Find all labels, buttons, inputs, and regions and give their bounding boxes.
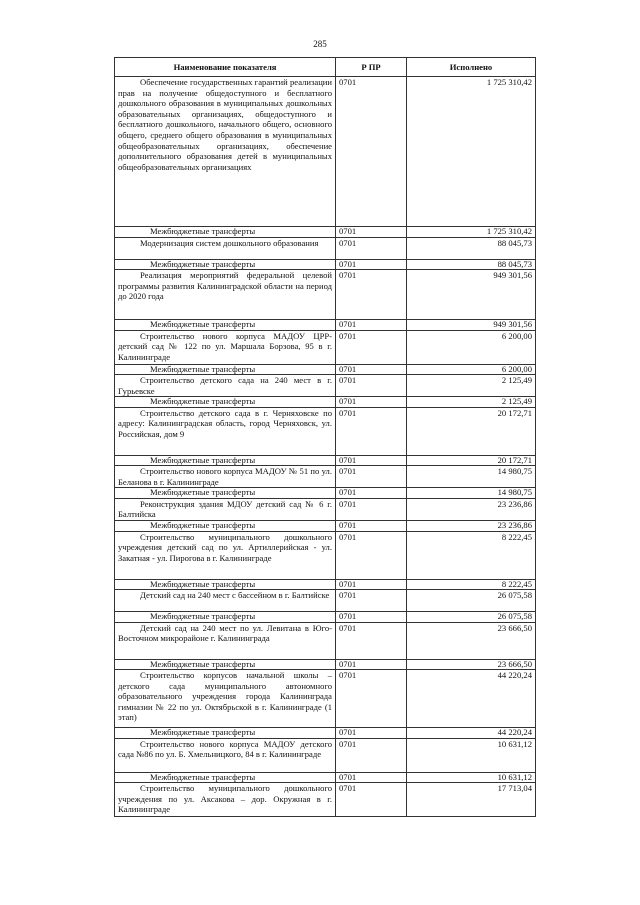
row-name: Межбюджетные трансферты bbox=[115, 659, 336, 670]
row-code: 0701 bbox=[336, 455, 407, 466]
row-code: 0701 bbox=[336, 590, 407, 612]
row-name: Межбюджетные трансферты bbox=[115, 364, 336, 375]
row-value: 23 666,50 bbox=[407, 659, 536, 670]
row-value: 88 045,73 bbox=[407, 237, 536, 259]
indicator-row bbox=[115, 237, 536, 259]
indicator-row bbox=[115, 670, 536, 728]
row-code: 0701 bbox=[336, 488, 407, 499]
row-name: Межбюджетные трансферты bbox=[115, 728, 336, 739]
row-code: 0701 bbox=[336, 466, 407, 488]
row-value: 14 980,75 bbox=[407, 488, 536, 499]
row-code: 0701 bbox=[336, 270, 407, 320]
row-value: 8 222,45 bbox=[407, 531, 536, 579]
row-code: 0701 bbox=[336, 783, 407, 817]
row-value: 23 666,50 bbox=[407, 622, 536, 659]
row-value: 17 713,04 bbox=[407, 783, 536, 817]
row-value: 6 200,00 bbox=[407, 330, 536, 364]
column-header-name: Наименование показателя bbox=[115, 58, 336, 77]
row-value: 949 301,56 bbox=[407, 270, 536, 320]
indicator-row bbox=[115, 738, 536, 772]
row-name: Межбюджетные трансферты bbox=[115, 320, 336, 331]
table-header-row bbox=[115, 58, 536, 77]
indicator-row bbox=[115, 590, 536, 612]
budget-execution-table bbox=[114, 57, 536, 817]
row-name: Межбюджетные трансферты bbox=[115, 579, 336, 590]
transfer-row bbox=[115, 364, 536, 375]
row-name: Строительство муниципального дошкольного учреждения детский сад по ул. Артиллерийская - ул. Закатная - ул. Пирогова в г. Калининграде bbox=[115, 531, 336, 579]
indicator-row bbox=[115, 531, 536, 579]
row-code: 0701 bbox=[336, 397, 407, 408]
indicator-row bbox=[115, 77, 536, 227]
transfer-row bbox=[115, 612, 536, 623]
row-name: Межбюджетные трансферты bbox=[115, 455, 336, 466]
row-name: Межбюджетные трансферты bbox=[115, 488, 336, 499]
row-value: 23 236,86 bbox=[407, 498, 536, 520]
row-name: Межбюджетные трансферты bbox=[115, 772, 336, 783]
transfer-row bbox=[115, 579, 536, 590]
row-value: 88 045,73 bbox=[407, 259, 536, 270]
row-name: Детский сад на 240 мест по ул. Левитана в Юго-Восточном микрорайоне г. Калининграда bbox=[115, 622, 336, 659]
row-value: 1 725 310,42 bbox=[407, 227, 536, 238]
transfer-row bbox=[115, 488, 536, 499]
row-code: 0701 bbox=[336, 579, 407, 590]
indicator-row bbox=[115, 270, 536, 320]
row-code: 0701 bbox=[336, 659, 407, 670]
page-number: 285 bbox=[313, 39, 327, 49]
row-name: Строительство детского сада на 240 мест в г. Гурьевске bbox=[115, 375, 336, 397]
transfer-row bbox=[115, 259, 536, 270]
row-value: 2 125,49 bbox=[407, 397, 536, 408]
row-code: 0701 bbox=[336, 521, 407, 532]
row-name: Строительство корпусов начальной школы – детского сада муниципального автономного образовательного учреждения города Калининграда гимназии № 22 по ул. Октябрьской в г. Калининграде (1 этап) bbox=[115, 670, 336, 728]
row-name: Межбюджетные трансферты bbox=[115, 259, 336, 270]
column-header-value: Исполнено bbox=[407, 58, 536, 77]
row-value: 10 631,12 bbox=[407, 738, 536, 772]
indicator-row bbox=[115, 783, 536, 817]
row-code: 0701 bbox=[336, 237, 407, 259]
indicator-row bbox=[115, 407, 536, 455]
indicator-row bbox=[115, 622, 536, 659]
transfer-row bbox=[115, 659, 536, 670]
row-name: Детский сад на 240 мест с бассейном в г. Балтийске bbox=[115, 590, 336, 612]
row-value: 1 725 310,42 bbox=[407, 77, 536, 227]
column-header-code: Р ПР bbox=[336, 58, 407, 77]
row-code: 0701 bbox=[336, 330, 407, 364]
transfer-row bbox=[115, 728, 536, 739]
row-value: 949 301,56 bbox=[407, 320, 536, 331]
transfer-row bbox=[115, 320, 536, 331]
indicator-row bbox=[115, 466, 536, 488]
row-value: 44 220,24 bbox=[407, 670, 536, 728]
row-name: Строительство нового корпуса МАДОУ № 51 по ул. Беланова в г. Калининграде bbox=[115, 466, 336, 488]
row-name: Межбюджетные трансферты bbox=[115, 612, 336, 623]
row-value: 2 125,49 bbox=[407, 375, 536, 397]
row-code: 0701 bbox=[336, 498, 407, 520]
row-name: Модернизация систем дошкольного образования bbox=[115, 237, 336, 259]
transfer-row bbox=[115, 227, 536, 238]
row-name: Строительство нового корпуса МАДОУ ЦРР-детский сад № 122 по ул. Маршала Борзова, 95 в г. Калининграде bbox=[115, 330, 336, 364]
row-value: 14 980,75 bbox=[407, 466, 536, 488]
row-code: 0701 bbox=[336, 622, 407, 659]
row-name: Обеспечение государственных гарантий реализации прав на получение общедоступного и бесплатного дошкольного образования в муниципальных дошкольных образовательных организациях, общедоступного и бесплатного дошкольного, начального общего, основного общего, среднего общего образования в муниципальных общеобразовательных организациях, обеспечение дополнительного образования детей в муниципальных общеобразовательных организациях bbox=[115, 77, 336, 227]
row-code: 0701 bbox=[336, 670, 407, 728]
row-name: Межбюджетные трансферты bbox=[115, 227, 336, 238]
row-name: Реконструкция здания МДОУ детский сад № 6 г. Балтийска bbox=[115, 498, 336, 520]
transfer-row bbox=[115, 455, 536, 466]
row-value: 26 075,58 bbox=[407, 612, 536, 623]
row-code: 0701 bbox=[336, 772, 407, 783]
row-name: Реализация мероприятий федеральной целевой программы развития Калининградской области на период до 2020 года bbox=[115, 270, 336, 320]
row-value: 44 220,24 bbox=[407, 728, 536, 739]
row-code: 0701 bbox=[336, 728, 407, 739]
row-code: 0701 bbox=[336, 259, 407, 270]
transfer-row bbox=[115, 397, 536, 408]
row-code: 0701 bbox=[336, 407, 407, 455]
row-code: 0701 bbox=[336, 227, 407, 238]
row-value: 23 236,86 bbox=[407, 521, 536, 532]
indicator-row bbox=[115, 498, 536, 520]
row-name: Строительство муниципального дошкольного учреждения по ул. Аксакова – дор. Окружная в г. Калининграде bbox=[115, 783, 336, 817]
row-code: 0701 bbox=[336, 375, 407, 397]
row-code: 0701 bbox=[336, 531, 407, 579]
indicator-row bbox=[115, 330, 536, 364]
row-value: 6 200,00 bbox=[407, 364, 536, 375]
row-value: 10 631,12 bbox=[407, 772, 536, 783]
row-value: 26 075,58 bbox=[407, 590, 536, 612]
row-name: Строительство нового корпуса МАДОУ детского сада №86 по ул. Б. Хмельницкого, 84 в г. Калининграде bbox=[115, 738, 336, 772]
row-name: Межбюджетные трансферты bbox=[115, 397, 336, 408]
indicator-row bbox=[115, 375, 536, 397]
row-code: 0701 bbox=[336, 612, 407, 623]
row-code: 0701 bbox=[336, 738, 407, 772]
row-code: 0701 bbox=[336, 77, 407, 227]
row-name: Строительство детского сада в г. Черняховске по адресу: Калининградская область, город Черняховск, ул. Российская, дом 9 bbox=[115, 407, 336, 455]
row-value: 8 222,45 bbox=[407, 579, 536, 590]
transfer-row bbox=[115, 521, 536, 532]
row-code: 0701 bbox=[336, 320, 407, 331]
transfer-row bbox=[115, 772, 536, 783]
row-value: 20 172,71 bbox=[407, 455, 536, 466]
row-value: 20 172,71 bbox=[407, 407, 536, 455]
row-code: 0701 bbox=[336, 364, 407, 375]
table-body bbox=[115, 77, 536, 817]
row-name: Межбюджетные трансферты bbox=[115, 521, 336, 532]
